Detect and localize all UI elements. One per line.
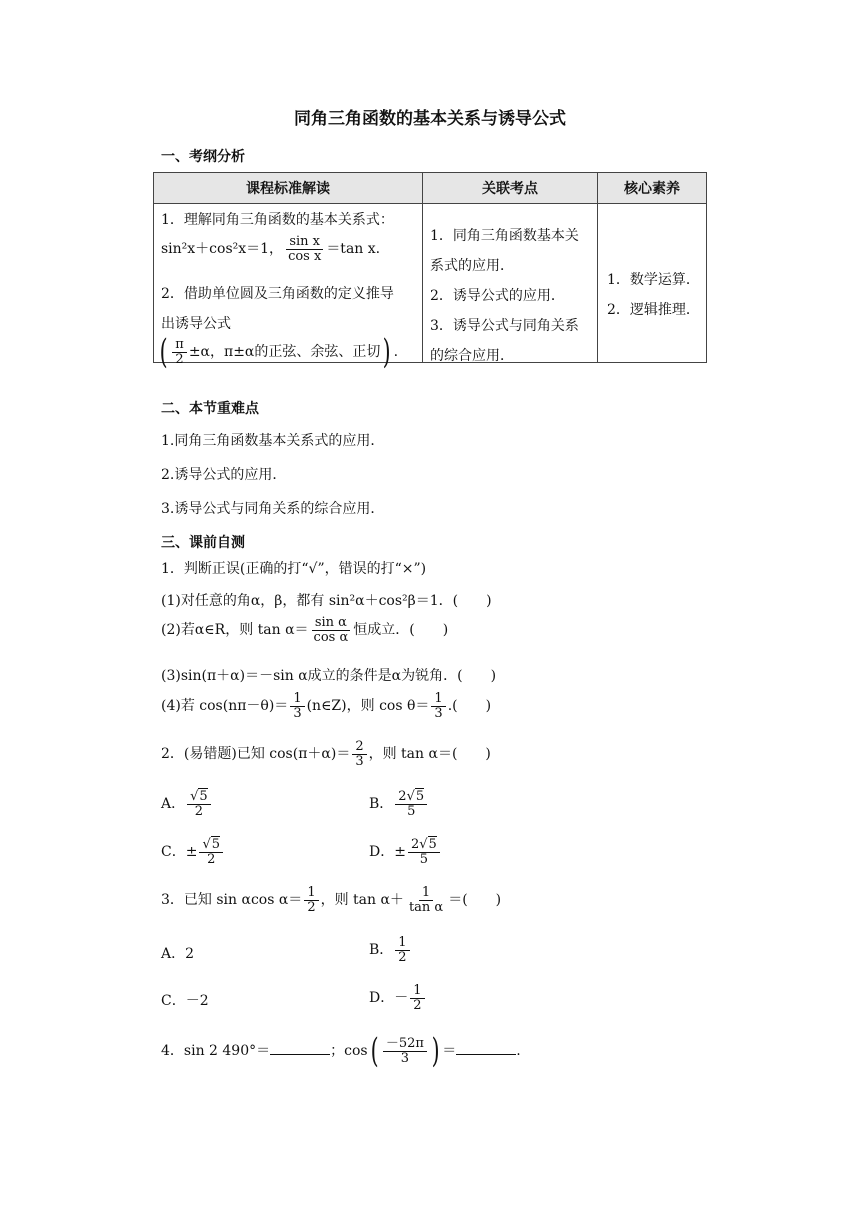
fraction [431,692,445,720]
table-cell-core-literacy [598,204,707,363]
coefficient: 2 [410,837,420,852]
stem-text: ，则 tan α＝( ) [368,746,491,763]
fraction-numerator: 1 [304,886,318,901]
outline-table [153,172,707,372]
sqrt-radicand: 5 [211,837,221,852]
question-1-statement-2 [161,616,448,644]
table-header-row [154,173,707,204]
fraction-numerator: 1 [419,886,433,901]
table-header-cell: 核心素养 [598,173,707,204]
fraction [199,838,223,866]
fraction-numerator: 2 [352,740,366,755]
fraction-denominator: 3 [400,1050,410,1066]
coefficient: 2 [398,789,407,804]
fraction-numerator: 1 [395,936,409,951]
question-3-option-a: A．2 [161,946,195,962]
fraction-numerator: sin x [286,235,323,250]
question-2-option-a [161,790,213,818]
identity-left: sin²x＋cos²x＝1， [161,241,284,258]
statement-text: (4)若 cos(nπ－θ)＝ [161,698,289,715]
question-2-stem [161,740,491,768]
fraction [395,790,427,818]
stem-text: ，则 tan α＋ [320,892,404,909]
fraction-denominator: 3 [355,753,364,769]
statement-text: 恒成立．( ) [353,622,449,639]
fraction-numerator: √5 [199,838,223,853]
fraction-numerator: sin α [312,616,350,631]
fraction-numerator: π [172,338,187,353]
question-text: ；cos [330,1043,368,1059]
fraction [311,616,352,644]
fraction-denominator: 2 [194,803,204,819]
fraction [290,692,304,720]
page-title: 同角三角函数的基本关系与诱导公式 [294,109,566,129]
question-2-option-d [369,838,442,866]
keypoint-item: 3.诱导公式与同角关系的综合应用． [161,501,385,517]
identity-right: ＝tan x. [326,241,381,258]
stem-text: ＝( ) [448,892,502,909]
question-text: 4．sin 2 490°＝ [161,1043,271,1059]
fraction-denominator: 2 [207,851,216,867]
section-heading-pretest: 三、课前自测 [161,535,245,551]
stem-text: 2．(易错题)已知 cos(π＋α)＝ [161,746,351,763]
statement-text: (2)若α∈R，则 tan α＝ [161,622,309,639]
fraction-numerator: 1 [431,692,445,707]
related-point-line: 1．同角三角函数基本关 [430,228,579,244]
core-literacy-line: 2．逻辑推理． [607,302,700,318]
standard-line: 出诱导公式 [161,316,231,332]
fraction [395,936,409,964]
question-4 [161,1031,521,1071]
standard-line: 1．理解同角三角函数的基本关系式： [161,212,394,228]
answer-blank[interactable] [270,1042,330,1055]
related-point-line: 2．诱导公式的应用． [430,288,565,304]
fraction [285,235,324,263]
fraction-denominator: 2 [413,997,422,1013]
fraction-denominator: 2 [307,899,316,915]
keypoint-item: 2.诱导公式的应用． [161,467,287,483]
keypoint-item: 1.同角三角函数基本关系式的应用． [161,433,385,449]
standard-line: 2．借助单位圆及三角函数的定义推导 [161,286,394,302]
statement-text: .( ) [447,698,492,715]
question-text: ＝ [442,1043,457,1059]
fraction-denominator: cos x [288,248,322,264]
fraction-numerator: 2√5 [395,790,427,805]
fraction [172,338,187,366]
left-paren-icon: ( [159,332,168,372]
table-header-cell: 关联考点 [423,173,598,204]
stem-text: 3．已知 sin αcos α＝ [161,892,303,909]
question-1-stem: 1．判断正误(正确的打“√”，错误的打“×”) [161,561,427,577]
question-3-option-c: C．－2 [161,993,209,1009]
question-text: . [516,1043,521,1059]
fraction-denominator: 3 [434,705,443,721]
section-heading-outline: 一、考纲分析 [161,149,245,165]
question-1-statement-4 [161,692,491,720]
question-3-option-b [369,936,412,964]
sqrt-radicand: 5 [415,789,425,804]
right-paren-icon: ) [383,332,392,372]
fraction [406,886,446,914]
option-label: D．± [369,844,406,861]
fraction-denominator: 2 [398,949,407,965]
statement-text: (n∈Z)，则 cos θ＝ [306,698,430,715]
fraction-denominator: 2 [175,351,184,367]
fraction-numerator: －52π [383,1037,427,1052]
option-label: A． [161,796,186,813]
fraction [410,984,424,1012]
fraction-numerator: √5 [187,790,211,805]
fraction-denominator: 3 [293,705,302,721]
period: . [393,344,399,360]
fraction [383,1037,427,1065]
question-2-option-c [161,838,225,866]
option-label: B． [369,796,394,813]
table-cell-related-points [423,204,598,363]
table-cell-standards [154,204,423,372]
fraction-denominator: 5 [407,803,416,819]
table-row [154,204,707,363]
fraction [408,838,440,866]
related-point-line: 的综合应用． [430,348,514,364]
left-paren-icon: ( [370,1031,379,1071]
question-1-statement-1: (1)对任意的角α，β，都有 sin²α＋cos²β＝1．( ) [161,593,492,609]
option-label: B． [369,942,394,959]
fraction-denominator: 5 [419,851,429,867]
answer-blank[interactable] [456,1042,516,1055]
section-heading-keypoints: 二、本节重难点 [161,401,259,417]
fraction-numerator: 1 [410,984,424,999]
induction-formula [157,332,399,372]
question-3-stem [161,886,501,914]
related-point-line: 3．诱导公式与同角关系 [430,318,579,334]
fraction [352,740,366,768]
fraction-numerator: 2√5 [408,838,440,853]
question-1-statement-3: (3)sin(π＋α)＝－sin α成立的条件是α为锐角．( ) [161,668,497,684]
fraction [187,790,211,818]
sqrt-radicand: 5 [199,789,208,804]
sqrt-radicand: 5 [428,837,437,852]
fraction [304,886,318,914]
identity-formula [161,235,380,263]
induction-text: ±α，π±α的正弦、余弦、正切 [188,344,381,360]
fraction-numerator: 1 [290,692,304,707]
core-literacy-line: 1．数学运算． [607,272,700,288]
option-label: D．－ [369,990,409,1007]
right-paren-icon: ) [431,1031,440,1071]
related-point-line: 系式的应用． [430,258,514,274]
fraction-denominator: tan α [408,899,444,915]
option-label: C．± [161,844,198,861]
table-header-cell: 课程标准解读 [154,173,423,204]
question-3-option-d [369,984,427,1012]
question-2-option-b [369,790,429,818]
fraction-denominator: cos α [313,629,349,645]
